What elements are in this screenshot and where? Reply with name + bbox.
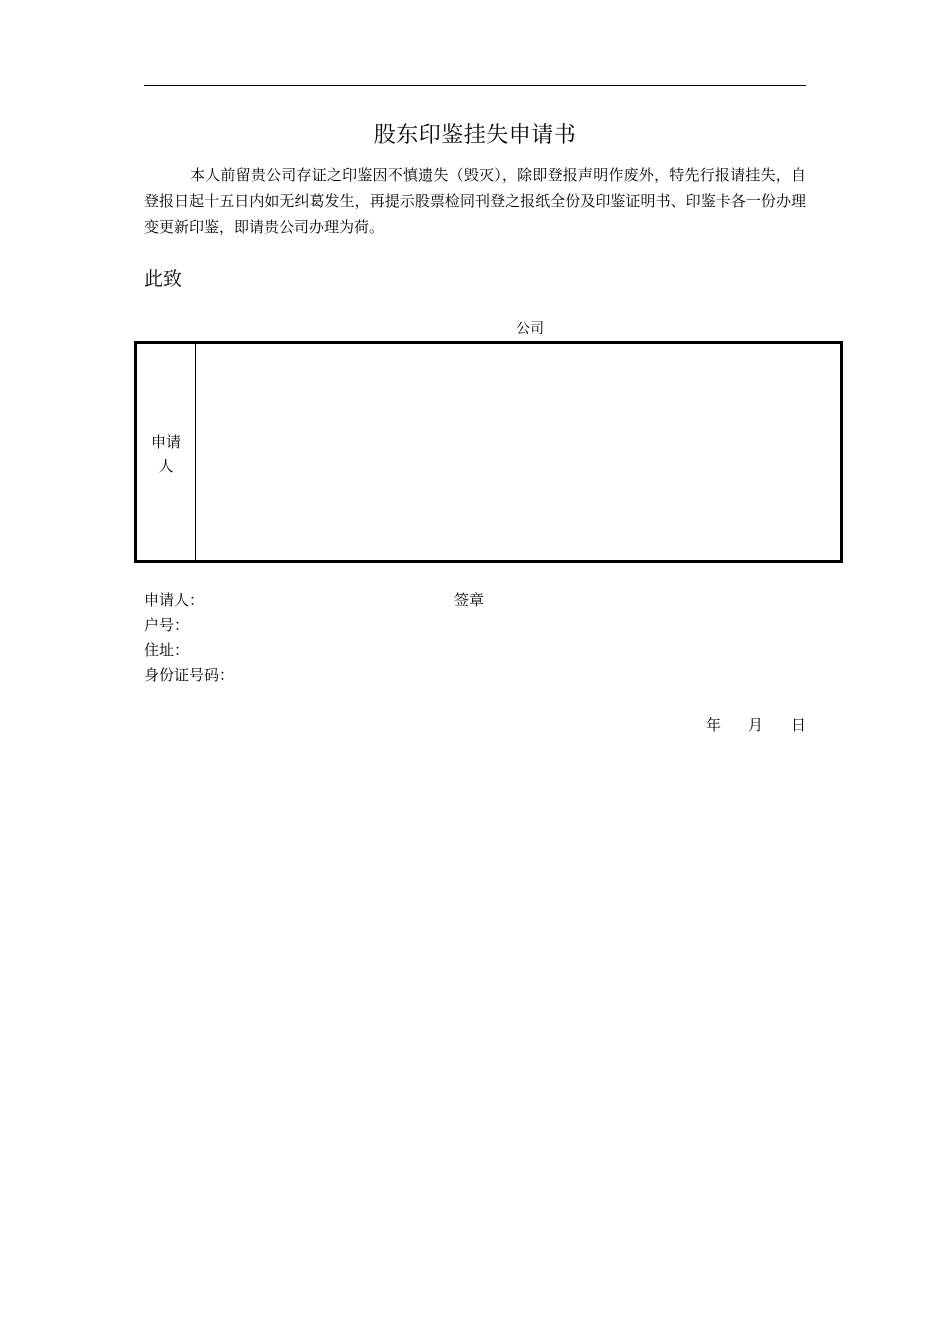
account-number-label: 户号： bbox=[144, 616, 190, 634]
seal-label: 签章 bbox=[454, 591, 485, 609]
applicant-box-label-line1: 申请 bbox=[150, 433, 181, 451]
id-number-label: 身份证号码： bbox=[144, 666, 235, 684]
applicant-box-label-line2: 人 bbox=[158, 457, 174, 475]
date-year: 年 bbox=[706, 716, 722, 734]
applicant-box-label bbox=[137, 430, 195, 478]
header-rule bbox=[144, 85, 806, 86]
date-month: 月 bbox=[748, 716, 764, 734]
body-paragraph: 本人前留贵公司存证之印鉴因不慎遗失（毁灭），除即登报声明作废外，特先行报请挂失，自登报日起十五日内如无纠葛发生，再提示股票检同刊登之报纸全份及印鉴证明书、印鉴卡各一份办理变更新印鉴，即请贵公司办理为荷。 bbox=[144, 166, 806, 236]
applicant-box bbox=[134, 341, 843, 563]
address-label: 住址： bbox=[144, 641, 190, 659]
applicant-box-divider bbox=[195, 344, 196, 560]
company-label: 公司 bbox=[516, 321, 544, 337]
applicant-field-label: 申请人： bbox=[144, 591, 205, 609]
document-title: 股东印鉴挂失申请书 bbox=[373, 123, 577, 148]
date-day: 日 bbox=[791, 716, 807, 734]
closing-salutation: 此致 bbox=[144, 268, 183, 290]
